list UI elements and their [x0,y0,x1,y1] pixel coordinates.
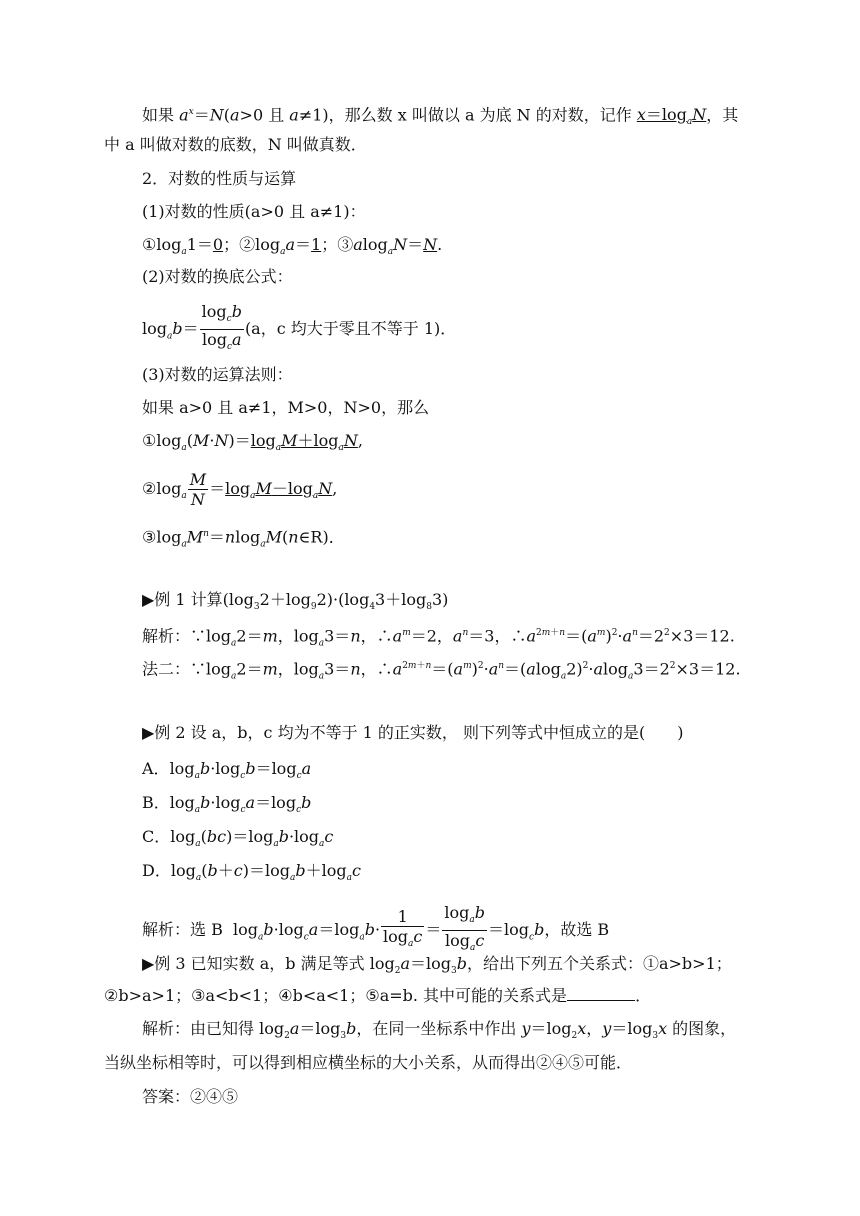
example2-title: ▶例 2 设 a，b，c 均为不等于 1 的正实数， 则下列等式中恒成立的是( ) [142,723,684,742]
example-text: ②b>a>1；③a<b<1；④b<a<1；⑤a=b. 其中可能的关系式是 [104,986,568,1005]
rules-title: (3)对数的运算法则： [142,365,293,384]
definition-line-1: 如果 $a^x=N(a>0$ 且 a≠1)，那么数 x 叫做以 a 为底 N 的对数，记作 $x=\log_aN$，其 [142,105,739,128]
example3-solution: 解析：由已知得 $\log_2a=\log_3b$，在同一坐标系中作出 $y=\log_2x$，$y=\log_3x$ 的图象， [142,1019,737,1042]
property-list: $①\log_a1=0$；$②\log_aa=1$；③alog$_a$N＝N. [142,235,443,258]
example3-title: ▶例 3 已知实数 a，b 满足等式 $\log_2a=\log_3b$，给出下列五个关系式：①a>b>1； [142,954,732,977]
rule-1: $①\log_a(M\cdot N)=\log_aM+\log_aN$, [142,431,363,454]
rules-condition: 如果 a>0 且 a≠1，M>0，N>0，那么 [142,398,430,417]
solution-label: 解析：选 B [142,920,223,940]
fraction: $\frac{1}{\log_ac}$ [383,907,423,950]
rule-3: $③\log_aM^n=nlog_aM(n\in R)$． [142,527,345,550]
option-d: D．$\log_a(b+c)=\log_ab+\log_ac$ [142,861,361,884]
example-text: ▶例 3 已知实数 a，b 满足等式 [142,954,370,973]
example1-title: ▶例 1 计算$(\log_32+\log_92)\cdot(\log_43+\log_83)$ [142,590,449,613]
example1-alt-solution: 法二：$\because\log_a2=m$，$\log_a3=n$，$\therefore a^{2m+n}=(a^m)^2\cdot a^n=(alog_a2)^2\cdot alog_a3=2^2\times 3=12$. [142,659,741,682]
option-a: A．$\log_ab\cdot\log_cb=\log_ca$ [142,759,312,782]
option-b: B．$\log_ab\cdot\log_ca=\log_cb$ [142,793,312,816]
section-heading: 2．对数的性质与运算 [142,169,297,188]
solution-label: 解析： [142,626,191,646]
example3-answer: 答案：②④⑤ [142,1087,239,1106]
base-change-title: (2)对数的换底公式： [142,267,293,286]
definition-text: ，那么数 x 叫做以 a 为底 N 的对数，记作 [328,105,637,125]
example-label: ▶例 1 计算 [142,590,223,609]
definition-text: ，其 [706,105,739,125]
option-label: A． [142,759,170,778]
fraction: $\frac{\log_ab}{\log_ac}$ [444,903,486,954]
example3-solution-line-2: 当纵坐标相等时，可以得到相应横坐标的大小关系，从而得出②④⑤可能． [104,1053,633,1072]
example-text: ，给出下列五个关系式：①a>b>1； [466,954,732,973]
fraction: $\frac{\log_cb}{\log_ca}$ [201,302,242,353]
fraction: $\frac{M}{N}$ [189,470,207,509]
option-label: D． [142,861,171,880]
example-text: ． [635,986,652,1005]
example2-solution: 解析：选 B $\log_ab\cdot\log_ca=\log_ab\cdot$ $\frac{1}{\log_ac}$ ＝ $\frac{\log_ab}{\log_ac}$ $=\log_cb$，故选 B [142,903,609,958]
example3-line-2 [104,985,651,1007]
option-c: C．$\log_a(bc)=\log_ab\cdot\log_ac$ [142,827,334,850]
definition-text: 如果 [142,105,180,125]
rule-2: $②\log_a$ $\frac{M}{N}$ $=\log_aM-\log_aN$, [142,470,338,509]
option-label: C． [142,827,171,846]
solution-text: ，在同一坐标系中作出 [356,1019,522,1038]
base-change-formula: $\log_ab=$ $\frac{\log_cb}{\log_ca}$ (a，c 均大于零且不等于 1)． [142,302,456,357]
solution-label: 法二： [142,659,191,679]
property-title: (1)对数的性质(a>0 且 a≠1)： [142,202,366,221]
answer-blank [567,986,635,1001]
solution-text: 解析：由已知得 [142,1019,260,1038]
example1-solution: 解析：$\because\log_a2=m$，$\log_a3=n$，$\therefore a^m=2$，$a^n=3$，$\therefore a^{2m+n}=(a^m)^2\cdot a^n=2^2\times 3=12$. [142,626,735,649]
option-label: B． [142,793,170,812]
formula-condition: (a，c 均大于零且不等于 1)． [244,319,457,339]
solution-conclusion: ，故选 B [544,920,610,940]
definition-line-2: 中 a 叫做对数的底数，N 叫做真数． [104,135,367,154]
